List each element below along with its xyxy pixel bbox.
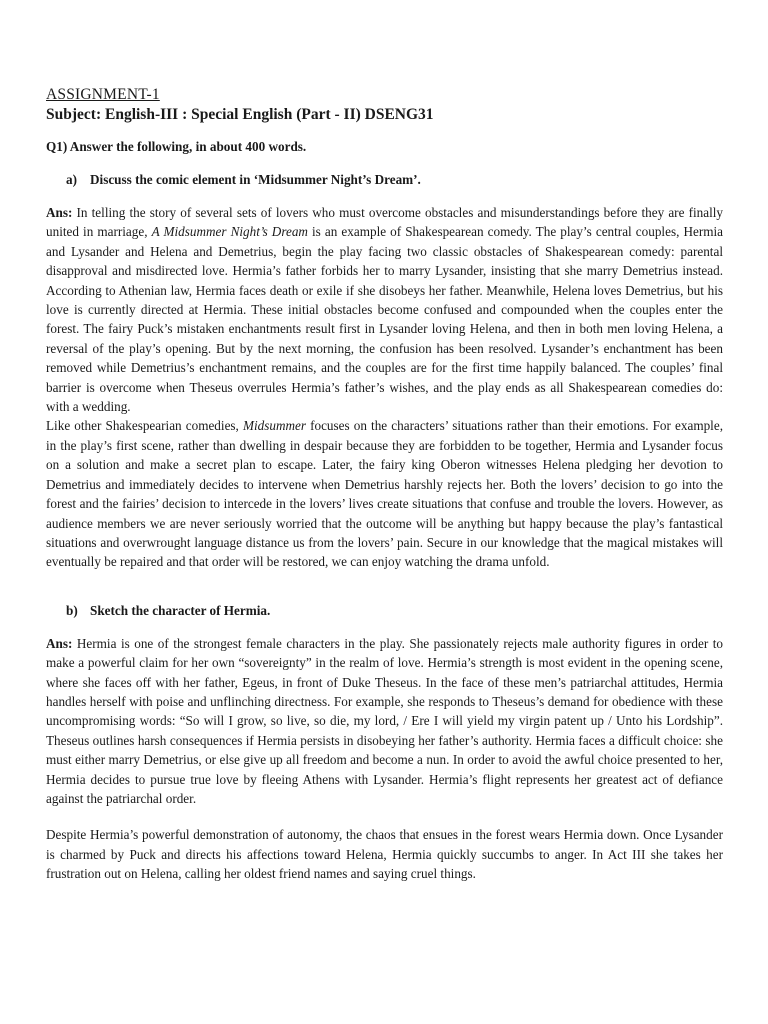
play-title-italic: A Midsummer Night’s Dream — [151, 224, 308, 240]
sub-question-b — [66, 602, 723, 620]
sub-question-marker: a) — [66, 172, 77, 187]
answer-label: Ans: — [46, 205, 73, 220]
answer-text: In telling the story of several sets of lovers who must overcome obstacles and misunderstandings before they are finally united in marriage, — [46, 205, 723, 240]
document-page — [46, 86, 723, 884]
answer-label: Ans: — [46, 635, 73, 651]
sub-question-a — [66, 171, 723, 189]
answer-b-paragraph-2: Despite Hermia’s powerful demonstration of autonomy, the chaos that ensues in the forest wears Hermia down. Once Lysander is charmed by Puck and directs his affections toward Helena, Hermia quickly succumbs to anger. In Act III she takes her frustration out on Helena, calling her oldest friend names and saying cruel things. — [46, 827, 723, 882]
play-title-italic: Midsummer — [242, 418, 306, 434]
answer-text: focuses on the characters’ situations rather than their emotions. For example, in the play’s first scene, rather than dwelling in despair because they are forbidden to be together, Hermia and Lysander focus on a solution and make a secret plan to escape. Later, the fairy king Oberon witnesses Helena pledging her devotion to Demetrius and immediately decides to intervene when Demetrius harshly rejects her. Both the lovers’ decision to go into the forest and the fairies’ decision to intercede in the lovers’ lives create situations that confuse and trouble the lovers. However, as audience members we are never seriously worried that the outcome will be anything but happy because the play’s fantastical situations and overwrought language distance us from the lovers’ pain. Secure in our knowledge that the magical mistakes will eventually be repaired and that order will be restored, we can enjoy watching the drama unfold. — [46, 418, 723, 570]
answer-a-paragraph-1 — [46, 203, 723, 416]
answer-a-paragraph-2 — [46, 416, 723, 571]
sub-question-marker: b) — [66, 602, 78, 618]
answer-text: Hermia is one of the strongest female characters in the play. She passionately rejects male authority figures in order to make a powerful claim for her own “sovereignty” in the realm of love. Hermia’s strength is most evident in the opening scene, where she faces off with her father, Egeus, in front of Duke Theseus. In the face of these men’s patriarchal attitudes, Hermia handles herself with poise and unflinching directness. For example, she responds to Theseus’s demand for obedience with these uncompromising words: “So will I grow, so live, so die, my lord, / Ere I will yield my virgin patent up / Unto his Lordship”. Theseus outlines harsh consequences if Hermia persists in disobeying her father’s authority. Hermia faces a difficult choice: she must either marry Demetrius, or else give up all freedom and become a nun. In order to avoid the awful choice presented to her, Hermia decides to pursue true love by fleeing Athens with Lysander. Hermia’s flight represents her greatest act of defiance against the patriarchal order. — [46, 635, 723, 806]
subject-line: Subject: English-III : Special English (Part - II) DSENG31 — [46, 106, 434, 123]
assignment-title: ASSIGNMENT-1 — [46, 86, 160, 103]
question-1: Q1) Answer the following, in about 400 words. — [46, 139, 307, 154]
answer-b-paragraph-1 — [46, 634, 723, 809]
sub-question-text: Sketch the character of Hermia. — [90, 602, 271, 618]
answer-text: Like other Shakespearian comedies, — [46, 418, 243, 434]
sub-question-text: Discuss the comic element in ‘Midsummer Night’s Dream’. — [90, 172, 421, 187]
answer-text: is an example of Shakespearean comedy. The play’s central couples, Hermia and Lysander and Helena and Demetrius, begin the play facing two classic obstacles of Shakespearean comedy: parental disapproval and misdirected love. Hermia’s father forbids her to marry Lysander, insisting that she marry Demetrius instead. According to Athenian law, Hermia faces death or exile if she disobeys her father. Meanwhile, Helena loves Demetrius, but his love is currently directed at Hermia. These initial obstacles become confused and compounded when the couples enter the forest. The fairy Puck’s mistaken enchantments result first in Lysander loving Helena, and then in both men loving Helena, a reversal of the play’s opening. But by the next morning, the confusion has been resolved. Lysander’s enchantment has been removed while Demetrius’s enchantment remains, and the couples are for the first time happily balanced. The couples’ final barrier is overcome when Theseus overrules Hermia’s father’s wishes, and the play ends as all Shakespearean comedies do: with a wedding. — [46, 224, 723, 415]
